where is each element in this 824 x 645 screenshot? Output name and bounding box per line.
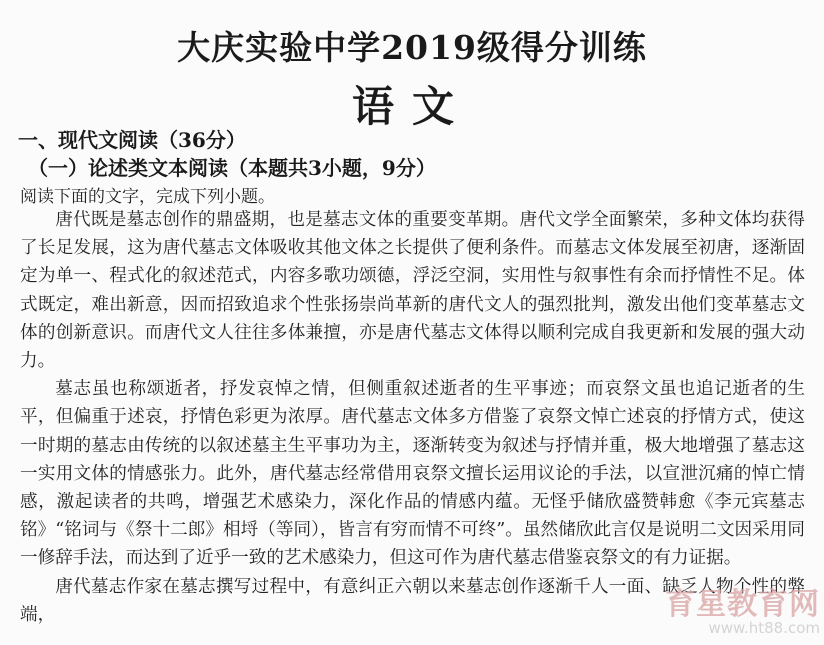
passage-body	[20, 206, 805, 629]
passage-paragraph-2: 墓志虽也称颂逝者，抒发哀悼之情，但侧重叙述逝者的生平事迹；而哀祭文虽也追记逝者的生平，但偏重于述哀，抒情色彩更为浓厚。唐代墓志文体多方借鉴了哀祭文悼亡述哀的抒情方式，使这一时期的墓志由传统的以叙述墓主生平事功为主，逐渐转变为叙述与抒情并重，极大地增强了墓志这一实用文体的情感张力。此外，唐代墓志经常借用哀祭文擅长运用议论的手法，以宣泄沉痛的悼亡情感，激起读者的共鸣，增强艺术感染力，深化作品的情感内蕴。无怪乎储欣盛赞韩愈《李元宾墓志铭》“铭词与《祭十二郎》相埒（等同），皆言有穷而情不可终”。虽然储欣此言仅是说明二文因采用同一修辞手法，而达到了近乎一致的艺术感染力，但这可作为唐代墓志借鉴哀祭文的有力证据。	[20, 379, 805, 569]
watermark-logo-text: 育星教育网	[665, 587, 820, 622]
watermark	[665, 579, 820, 637]
subsection-heading: （一）论述类文本阅读（本题共3小题，9分）	[28, 156, 436, 180]
section-heading: 一、现代文阅读（36分）	[18, 128, 246, 152]
subject-title: 语文	[351, 82, 472, 131]
passage-paragraph-3: 唐代墓志作家在墓志撰写过程中，有意纠正六朝以来墓志创作逐渐千人一面、缺乏人物个性的弊端，	[20, 576, 805, 625]
passage-paragraph-1: 唐代既是墓志创作的鼎盛期，也是墓志文体的重要变革期。唐代文学全面繁荣，多种文体均获得了长足发展，这为唐代墓志文体吸收其他文体之长提供了便利条件。而墓志文体发展至初唐，逐渐固定为单一、程式化的叙述范式，内容多歌功颂德，浮泛空洞，实用性与叙事性有余而抒情性不足。体式既定，难出新意，因而招致追求个性张扬崇尚革新的唐代文人的强烈批判，激发出他们变革墓志文体的创新意识。而唐代文人往往多体兼擅，亦是唐代墓志文体得以顺利完成自我更新和发展的强大动力。	[20, 210, 805, 372]
reading-instruction: 阅读下面的文字，完成下列小题。	[20, 187, 275, 207]
school-title: 大庆实验中学2019级得分训练	[177, 28, 647, 67]
watermark-url: www.ht88.com	[708, 619, 820, 637]
